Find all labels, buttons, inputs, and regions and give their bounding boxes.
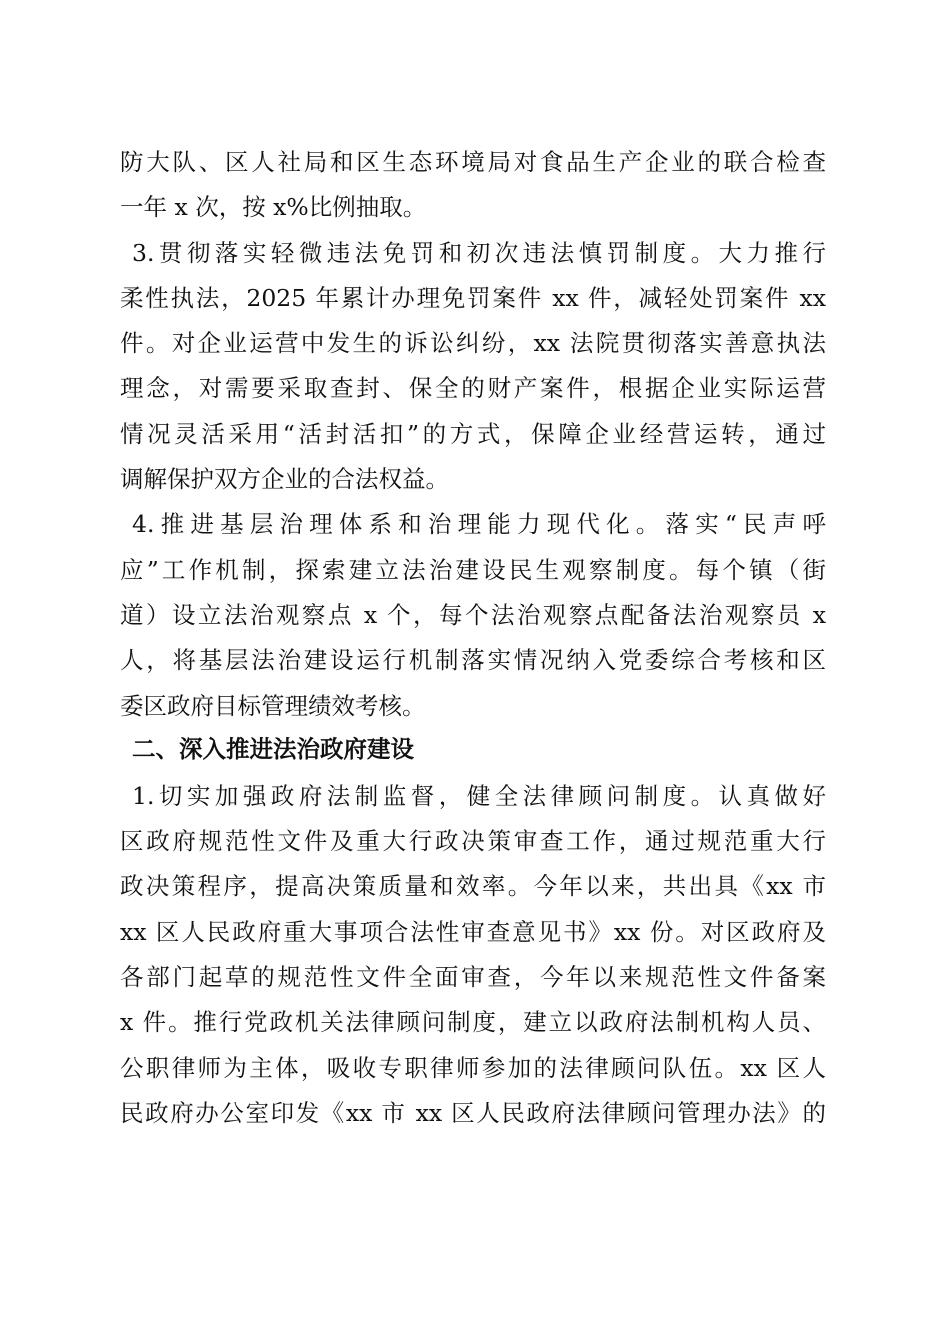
text-line: 情况灵活采用“活封活扣”的方式，保障企业经营运转，通过 (120, 419, 826, 448)
text-line: 3.贯彻落实轻微违法免罚和初次违法慎罚制度。大力推行 (132, 238, 826, 267)
paragraph-grassroots-governance (120, 502, 826, 728)
text-line: 委区政府目标管理绩效考核。 (120, 691, 426, 720)
text-line: 调解保护双方企业的合法权益。 (120, 465, 449, 494)
text-line: 公职律师为主体，吸收专职律师参加的法律顾问队伍。xx 区人 (120, 1053, 826, 1082)
text-line: 柔性执法，2025 年累计办理免罚案件 xx 件，减轻处罚案件 xx (120, 283, 826, 312)
document-page (120, 140, 826, 1136)
text-line: xx 区人民政府重大事项合法性审查意见书》xx 份。对区政府及 (120, 917, 826, 946)
paragraph-lenient-enforcement (120, 231, 826, 503)
text-line: x 件。推行党政机关法律顾问制度，建立以政府法制机构人员、 (120, 1008, 826, 1037)
text-line: 道）设立法治观察点 x 个，每个法治观察点配备法治观察员 x (120, 600, 826, 629)
text-line: 一年 x 次，按 x%比例抽取。 (120, 193, 427, 222)
text-line: 应”工作机制，探索建立法治建设民生观察制度。每个镇（街 (120, 555, 826, 584)
section-heading: 二、深入推进法治政府建设 (132, 734, 414, 763)
text-line: 区政府规范性文件及重大行政决策审查工作，通过规范重大行 (120, 827, 826, 856)
text-line: 民政府办公室印发《xx 市 xx 区人民政府法律顾问管理办法》的 (120, 1098, 826, 1127)
text-line: 各部门起草的规范性文件全面审查，今年以来规范性文件备案 (120, 963, 826, 992)
text-line: 件。对企业运营中发生的诉讼纠纷，xx 法院贯彻落实善意执法 (120, 329, 826, 358)
paragraph-inspection-frequency (120, 140, 826, 231)
paragraph-government-supervision (120, 774, 826, 1136)
text-line: 防大队、区人社局和区生态环境局对食品生产企业的联合检查 (120, 148, 826, 176)
text-line: 人，将基层法治建设运行机制落实情况纳入党委综合考核和区 (120, 646, 826, 675)
text-line: 1.切实加强政府法制监督，健全法律顾问制度。认真做好 (132, 781, 826, 810)
text-line: 政决策程序，提高决策质量和效率。今年以来，共出具《xx 市 (120, 872, 826, 901)
text-line: 4.推进基层治理体系和治理能力现代化。落实“民声呼 (132, 510, 826, 539)
text-line: 理念，对需要采取查封、保全的财产案件，根据企业实际运营 (120, 374, 826, 403)
